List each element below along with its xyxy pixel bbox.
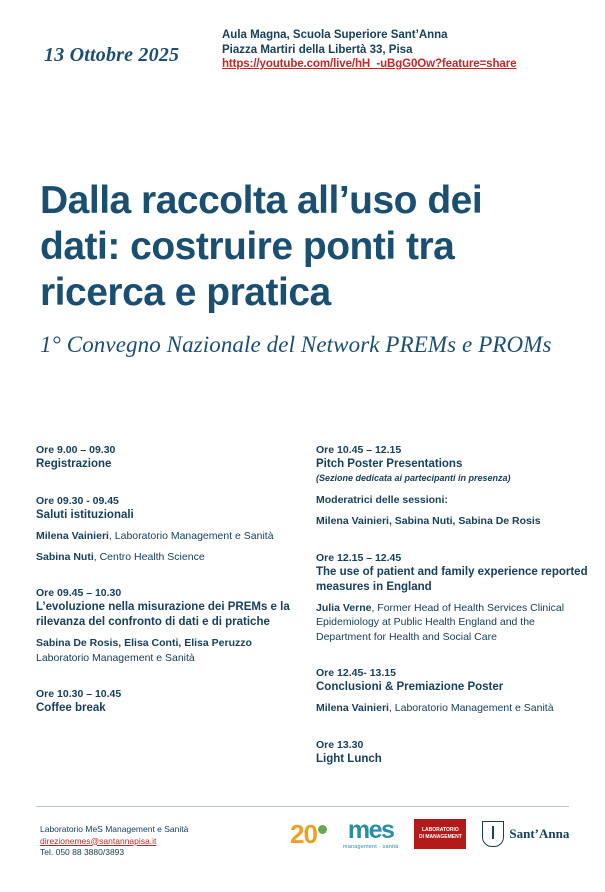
entry-heading: Registrazione <box>36 458 112 470</box>
program-entry <box>316 666 588 716</box>
title-block <box>40 178 570 358</box>
title-line-3: ricerca e pratica <box>40 271 331 314</box>
program-schedule <box>0 443 605 763</box>
title-line-2: dati: costruire ponti tra <box>40 225 455 268</box>
program-entry <box>36 494 308 564</box>
entry-people <box>36 529 308 544</box>
entry-heading: Pitch Poster Presentations <box>316 458 463 470</box>
entry-time: Ore 09.45 – 10.30 <box>36 587 122 599</box>
program-entry <box>36 687 308 716</box>
entry-time: Ore 10.30 – 10.45 <box>36 688 122 700</box>
person-name: Milena Vainieri <box>316 702 389 714</box>
anniversary-20-logo <box>290 819 327 850</box>
footer-logos <box>290 818 569 851</box>
person-row <box>316 601 588 645</box>
person-name: Milena Vainieri <box>36 530 109 542</box>
entry-heading: Coffee break <box>36 702 106 714</box>
entry-heading: Saluti istituzionali <box>36 509 134 521</box>
entry-time: Ore 10.45 – 12.15 <box>316 444 402 456</box>
venue-line-1: Aula Magna, Scuola Superiore Sant’Anna <box>222 29 448 41</box>
entry-time: Ore 12.15 – 12.45 <box>316 551 402 564</box>
anniversary-number: 20 <box>290 819 317 850</box>
page-subtitle: 1° Convegno Nazionale del Network PREMs e PROMs <box>40 332 552 357</box>
title-line-1: Dalla raccolta all’uso dei <box>40 179 483 222</box>
entry-people <box>36 636 308 651</box>
entry-heading: Conclusioni & Premiazione Poster <box>316 681 504 693</box>
program-column-right <box>316 443 588 779</box>
entry-time: Ore 9.00 – 09.30 <box>36 444 116 456</box>
footer-phone: Tel. 050 88 3880/3893 <box>40 847 125 857</box>
person-affiliation: , Laboratorio Management e Sanità <box>108 530 274 542</box>
person-name: Sabina Nuti <box>36 550 94 563</box>
person-row <box>316 701 588 716</box>
venue-block <box>222 28 562 72</box>
entry-time: Ore 09.30 - 09.45 <box>36 495 119 507</box>
mes-logo <box>343 818 398 851</box>
entry-heading: Light Lunch <box>316 752 382 765</box>
program-column-left <box>36 443 308 728</box>
management-lab-logo <box>414 819 466 849</box>
program-entry <box>36 443 308 472</box>
program-entry <box>316 551 588 645</box>
entry-note: (Sezione dedicata ai partecipanti in presenza) <box>316 473 511 483</box>
person-affiliation: , Centro Health Science <box>93 550 205 563</box>
footer-lab-name: Laboratorio MeS Management e Sanità <box>40 824 189 834</box>
program-entry <box>36 586 308 665</box>
person-row <box>36 550 308 565</box>
management-lab-line-2: DI MANAGEMENT <box>419 834 462 841</box>
footer-email-link[interactable]: direzionemes@santannapisa.it <box>40 835 157 846</box>
person-row <box>36 529 308 544</box>
entry-time: Ore 12.45- 13.15 <box>316 667 396 679</box>
program-entry <box>316 443 588 529</box>
entry-people <box>36 550 308 565</box>
poster-header <box>0 28 605 88</box>
person-name: Julia Verne <box>316 601 372 614</box>
person-row <box>36 636 308 651</box>
person-name: Sabina De Rosis, Elisa Conti, Elisa Peruzzo <box>36 637 252 649</box>
entry-people <box>316 514 588 529</box>
person-affiliation: , Laboratorio Management e Sanità <box>388 702 554 714</box>
anniversary-dot-icon <box>318 825 327 834</box>
entry-people <box>316 701 588 716</box>
santanna-logo <box>482 821 569 847</box>
person-affiliation: , Former Head of Health Services Clinical Epidemiology at Public Health England and the Department for Health and Social Care <box>316 601 565 643</box>
person-row <box>316 514 588 529</box>
mes-logo-tagline: management · sanità <box>342 844 399 850</box>
entry-people <box>316 601 588 645</box>
page-title <box>40 178 570 316</box>
event-date: 13 Ottobre 2025 <box>44 44 180 66</box>
venue-line-2: Piazza Martiri della Libertà 33, Pisa <box>222 43 413 56</box>
footer-divider <box>36 806 569 807</box>
person-name: Milena Vainieri, Sabina Nuti, Sabina De Rosis <box>316 515 541 527</box>
entry-affiliation: Laboratorio Management e Sanità <box>36 651 195 664</box>
program-entry <box>316 738 588 767</box>
footer-contact <box>40 824 188 859</box>
livestream-link[interactable]: https://youtube.com/live/hH_-uBgG0Ow?feature=share <box>222 58 517 70</box>
santanna-crest-icon <box>482 821 504 847</box>
mes-logo-word: mes <box>347 816 394 844</box>
entry-heading: L’evoluzione nella misurazione dei PREMs e la rilevanza del confronto di dati e di pratiche <box>36 601 290 628</box>
management-lab-line-1: LABORATORIO <box>422 827 459 834</box>
poster-footer <box>0 812 605 882</box>
entry-time: Ore 13.30 <box>316 738 364 751</box>
entry-sub-label: Moderatrici delle sessioni: <box>316 494 448 506</box>
santanna-logo-name: Sant’Anna <box>509 826 570 842</box>
entry-heading: The use of patient and family experience reported measures in England <box>316 565 588 593</box>
